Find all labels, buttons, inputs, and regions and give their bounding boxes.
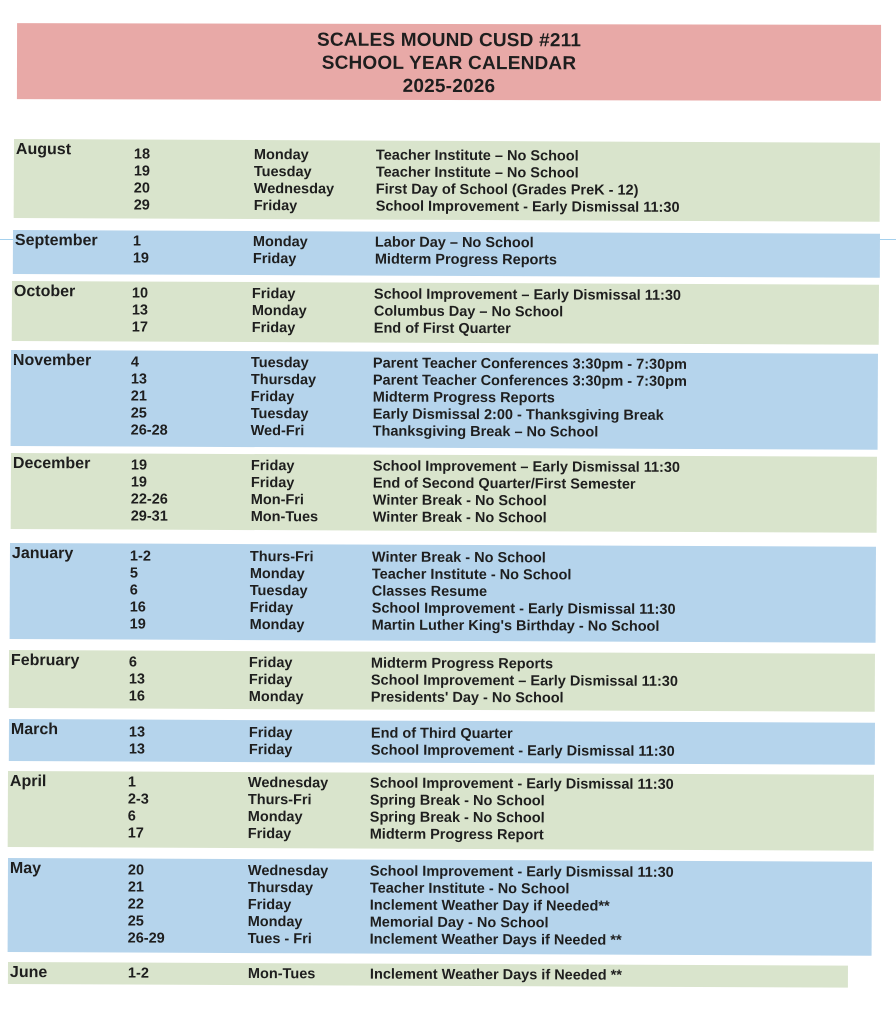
calendar-row: [11, 422, 878, 443]
event-weekday: Monday: [251, 303, 307, 320]
event-weekday: Wed-Fri: [250, 423, 305, 440]
event-date: 4: [130, 354, 140, 371]
month-block-april: [8, 771, 874, 851]
event-date: 1: [127, 774, 137, 791]
event-date: 2-3: [127, 791, 149, 808]
event-description: School Improvement - Early Dismissal 11:30: [371, 600, 676, 618]
event-date: 20: [133, 180, 150, 197]
month-block-may: [8, 858, 872, 956]
calendar-row: [10, 616, 876, 637]
event-weekday: Thurs-Fri: [247, 792, 312, 809]
event-date: 19: [132, 250, 150, 267]
month-name: August: [15, 141, 72, 159]
event-date: 26-29: [127, 930, 165, 947]
event-date: 1: [132, 233, 142, 250]
event-weekday: Friday: [248, 742, 293, 759]
event-date: 25: [127, 913, 144, 930]
event-date: 16: [129, 599, 146, 616]
event-weekday: Tuesday: [253, 164, 312, 181]
month-block-january: [10, 543, 876, 643]
event-date: 18: [133, 146, 151, 163]
event-weekday: Friday: [250, 475, 295, 492]
calendar-row: [9, 688, 875, 709]
event-weekday: Mon-Tues: [250, 509, 319, 526]
event-date: 29-31: [130, 508, 168, 525]
event-date: 22-26: [130, 491, 168, 508]
event-date: 13: [131, 302, 149, 319]
event-description: Labor Day – No School: [374, 234, 534, 252]
event-weekday: Friday: [247, 826, 292, 843]
event-description: School Improvement – Early Dismissal 11:30: [372, 458, 681, 476]
event-date: 5: [129, 565, 138, 582]
event-weekday: Friday: [250, 389, 295, 406]
month-block-october: [12, 281, 879, 345]
month-name: November: [12, 352, 92, 370]
month-name: September: [14, 232, 98, 250]
event-weekday: Friday: [251, 286, 296, 303]
event-description: Martin Luther King's Birthday - No School: [371, 617, 660, 635]
month-name: January: [11, 545, 74, 563]
event-description: Early Dismissal 2:00 - Thanksgiving Break: [372, 406, 664, 424]
event-description: Parent Teacher Conferences 3:30pm - 7:30pm: [372, 355, 687, 373]
month-name: April: [9, 773, 47, 791]
event-weekday: Monday: [253, 147, 309, 164]
event-date: 19: [133, 163, 151, 180]
calendar-row: [8, 965, 848, 986]
event-weekday: Friday: [248, 725, 293, 742]
event-weekday: Monday: [249, 566, 305, 583]
school-year: 2025-2026: [402, 75, 496, 98]
month-block-march: [9, 719, 875, 765]
event-date: 19: [129, 616, 146, 633]
event-weekday: Friday: [247, 897, 292, 914]
event-description: First Day of School (Grades PreK - 12): [375, 181, 639, 199]
event-date: 17: [127, 825, 144, 842]
event-date: 16: [128, 688, 145, 705]
event-description: Midterm Progress Report: [369, 826, 544, 844]
event-date: 20: [127, 862, 145, 879]
event-description: School Improvement – Early Dismissal 11:30: [370, 672, 678, 690]
event-weekday: Friday: [253, 198, 298, 215]
event-weekday: Friday: [251, 320, 296, 337]
event-date: 19: [130, 474, 148, 491]
event-description: Classes Resume: [371, 583, 488, 601]
event-weekday: Friday: [250, 458, 295, 475]
month-block-september: [13, 230, 880, 278]
event-description: Inclement Weather Days if Needed **: [369, 931, 622, 949]
event-weekday: Monday: [248, 689, 304, 706]
event-date: 25: [130, 405, 147, 422]
event-weekday: Tuesday: [249, 583, 308, 600]
event-weekday: Friday: [252, 251, 297, 268]
month-block-december: [11, 453, 877, 533]
event-description: End of Second Quarter/First Semester: [372, 475, 636, 493]
event-description: Midterm Progress Reports: [374, 251, 558, 269]
event-description: Teacher Institute – No School: [375, 147, 579, 165]
event-description: School Improvement - Early Dismissal 11:30: [375, 198, 680, 216]
event-weekday: Thurs-Fri: [249, 549, 314, 566]
event-description: Winter Break - No School: [372, 492, 547, 510]
event-date: 21: [130, 388, 147, 405]
month-block-november: [11, 350, 878, 450]
calendar-row: [8, 825, 874, 846]
event-weekday: Friday: [248, 655, 293, 672]
event-description: Inclement Weather Days if Needed **: [369, 966, 622, 984]
month-name: October: [13, 283, 76, 301]
event-description: Spring Break - No School: [369, 809, 545, 827]
event-date: 13: [130, 371, 148, 388]
event-weekday: Wednesday: [247, 775, 329, 792]
event-description: Inclement Weather Day if Needed**: [369, 897, 610, 915]
event-weekday: Monday: [247, 809, 303, 826]
month-name: December: [12, 455, 91, 473]
event-description: School Improvement - Early Dismissal 11:30: [369, 863, 674, 881]
event-date: 6: [128, 654, 138, 671]
calendar-row: [12, 319, 879, 340]
month-name: February: [10, 652, 80, 670]
event-weekday: Monday: [249, 617, 305, 634]
event-weekday: Monday: [247, 914, 303, 931]
event-date: 13: [128, 741, 146, 758]
calendar-row: [8, 930, 872, 951]
event-date: 21: [127, 879, 145, 896]
event-description: Teacher Institute - No School: [369, 880, 570, 898]
calendar-title: SCHOOL YEAR CALENDAR: [321, 52, 577, 75]
event-weekday: Monday: [252, 234, 308, 251]
event-date: 1-2: [127, 965, 149, 982]
event-date: 26-28: [130, 422, 168, 439]
event-weekday: Friday: [248, 672, 293, 689]
event-date: 1-2: [129, 548, 151, 565]
event-description: Winter Break - No School: [372, 509, 547, 527]
calendar-row: [11, 508, 877, 529]
calendar-row: [9, 741, 875, 762]
event-weekday: Tuesday: [250, 406, 309, 423]
event-description: Parent Teacher Conferences 3:30pm - 7:30pm: [372, 372, 687, 390]
event-date: 17: [131, 319, 148, 336]
event-weekday: Mon-Tues: [247, 966, 316, 983]
event-weekday: Tuesday: [250, 355, 309, 372]
event-description: School Improvement - Early Dismissal 11:30: [370, 742, 675, 760]
event-date: 6: [127, 808, 136, 825]
event-description: Winter Break - No School: [371, 549, 546, 567]
event-date: 13: [128, 671, 146, 688]
event-description: Teacher Institute – No School: [375, 164, 579, 182]
district-name: SCALES MOUND CUSD #211: [316, 29, 582, 52]
event-date: 6: [129, 582, 138, 599]
month-name: March: [10, 721, 59, 739]
event-description: Midterm Progress Reports: [370, 655, 554, 673]
event-description: Memorial Day - No School: [369, 914, 549, 932]
event-description: School Improvement – Early Dismissal 11:30: [373, 286, 682, 304]
event-description: Columbus Day – No School: [373, 303, 564, 321]
month-block-june: [8, 962, 848, 988]
event-weekday: Wednesday: [247, 863, 329, 880]
month-name: May: [9, 860, 42, 878]
calendar-row: [13, 250, 880, 271]
event-description: Teacher Institute - No School: [371, 566, 572, 584]
calendar-header: [17, 23, 881, 101]
event-weekday: Mon-Fri: [250, 492, 304, 509]
calendar-row: [14, 197, 880, 218]
event-date: 22: [127, 896, 144, 913]
event-description: End of Third Quarter: [370, 725, 513, 743]
event-date: 13: [128, 724, 146, 741]
event-description: School Improvement - Early Dismissal 11:30: [369, 775, 674, 793]
event-weekday: Friday: [249, 600, 294, 617]
event-description: Midterm Progress Reports: [372, 389, 555, 407]
event-description: Presidents' Day - No School: [370, 689, 564, 707]
event-weekday: Thursday: [247, 880, 314, 897]
event-date: 29: [133, 197, 150, 214]
month-block-february: [9, 650, 875, 712]
event-date: 19: [130, 457, 148, 474]
event-description: Spring Break - No School: [369, 792, 545, 810]
month-block-august: [14, 139, 880, 222]
event-description: Thanksgiving Break – No School: [372, 423, 599, 441]
event-weekday: Tues - Fri: [247, 931, 312, 948]
event-date: 10: [131, 285, 149, 302]
event-weekday: Thursday: [250, 372, 317, 389]
event-description: End of First Quarter: [373, 320, 511, 338]
event-weekday: Wednesday: [253, 181, 335, 198]
month-name: June: [9, 964, 48, 982]
